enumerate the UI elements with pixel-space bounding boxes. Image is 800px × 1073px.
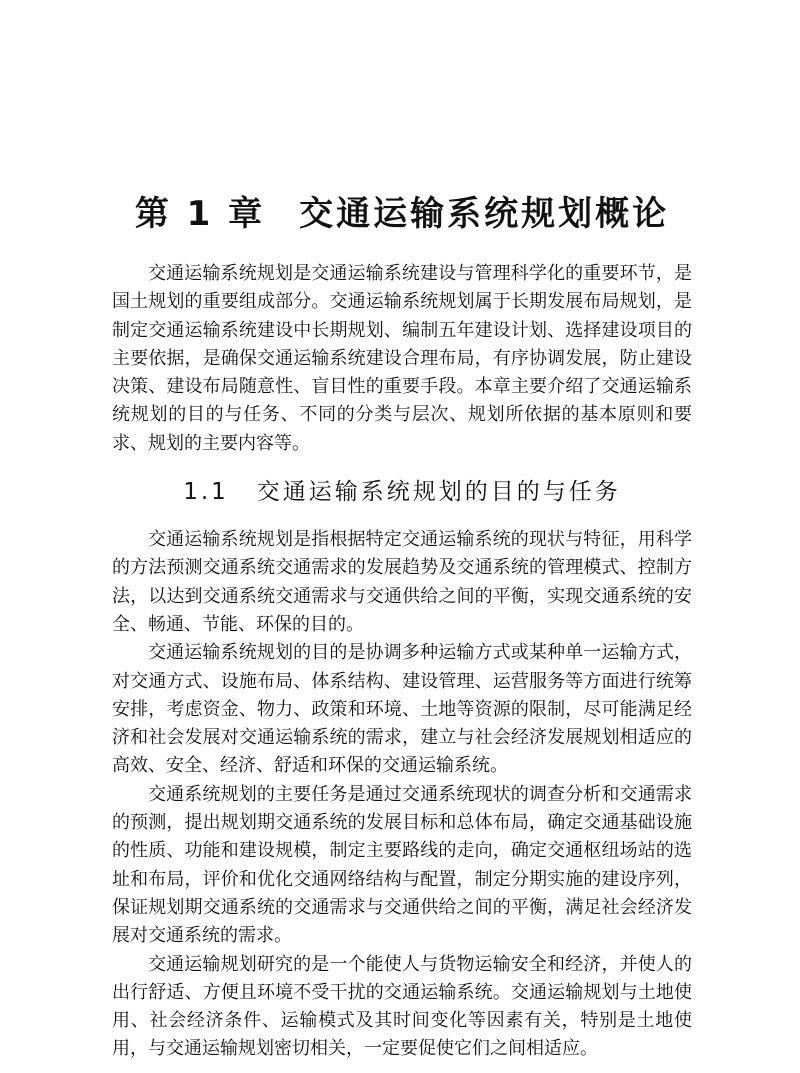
section-title: 交通运输系统规划的目的与任务 [256, 479, 621, 506]
chapter-heading [112, 188, 692, 240]
chapter-intro [112, 260, 692, 458]
body-paragraph-1: 交通运输系统规划是指根据特定交通运输系统的现状与特征，用科学的方法预测交通系统交通需求的发展趋势及交通系统的管理模式、控制方法，以达到交通系统交通需求与交通供给之间的平衡，实现交通系统的安全、畅通、节能、环保的目的。 [112, 529, 692, 635]
body-paragraph-3: 交通系统规划的主要任务是通过交通系统现状的调查分析和交通需求的预测，提出规划期交通系统的发展目标和总体布局，确定交通基础设施的性质、功能和建设规模，制定主要路线的走向，确定交通枢纽场站的选址和布局，评价和优化交通网络结构与配置，制定分期实施的建设序列，保证规划期交通系统的交通需求与交通供给之间的平衡，满足社会经济发展对交通系统的需求。 [112, 783, 692, 947]
section-heading [112, 472, 692, 512]
intro-paragraph: 交通运输系统规划是交通运输系统建设与管理科学化的重要环节，是国土规划的重要组成部分。交通运输系统规划属于长期发展布局规划，是制定交通运输系统建设中长期规划、编制五年建设计划、选择建设项目的主要依据，是确保交通运输系统建设合理布局，有序协调发展，防止建设决策、建设布局随意性、盲目性的重要手段。本章主要介绍了交通运输系统规划的目的与任务、不同的分类与层次、规划所依据的基本原则和要求、规划的主要内容等。 [112, 263, 692, 454]
body-paragraph-2: 交通运输系统规划的目的是协调多种运输方式或某种单一运输方式，对交通方式、设施布局、体系结构、建设管理、运营服务等方面进行统筹安排，考虑资金、物力、政策和环境、土地等资源的限制，尽可能满足经济和社会发展对交通运输系统的需求，建立与社会经济发展规划相适应的高效、安全、经济、舒适和环保的交通运输系统。 [112, 642, 692, 777]
chapter-title: 交通运输系统规划概论 [299, 194, 670, 234]
section-number: 1.1 [183, 479, 229, 506]
body-paragraph-4: 交通运输规划研究的是一个能使人与货物运输安全和经济，并使人的出行舒适、方便且环境不受干扰的交通运输系统。交通运输规划与土地使用、社会经济条件、运输模式及其时间变化等因素有关，特别是土地使用，与交通运输规划密切相关，一定要促使它们之间相适应。 [112, 953, 692, 1060]
section-body [112, 526, 692, 1064]
chapter-number: 第 1 章 [134, 194, 266, 234]
